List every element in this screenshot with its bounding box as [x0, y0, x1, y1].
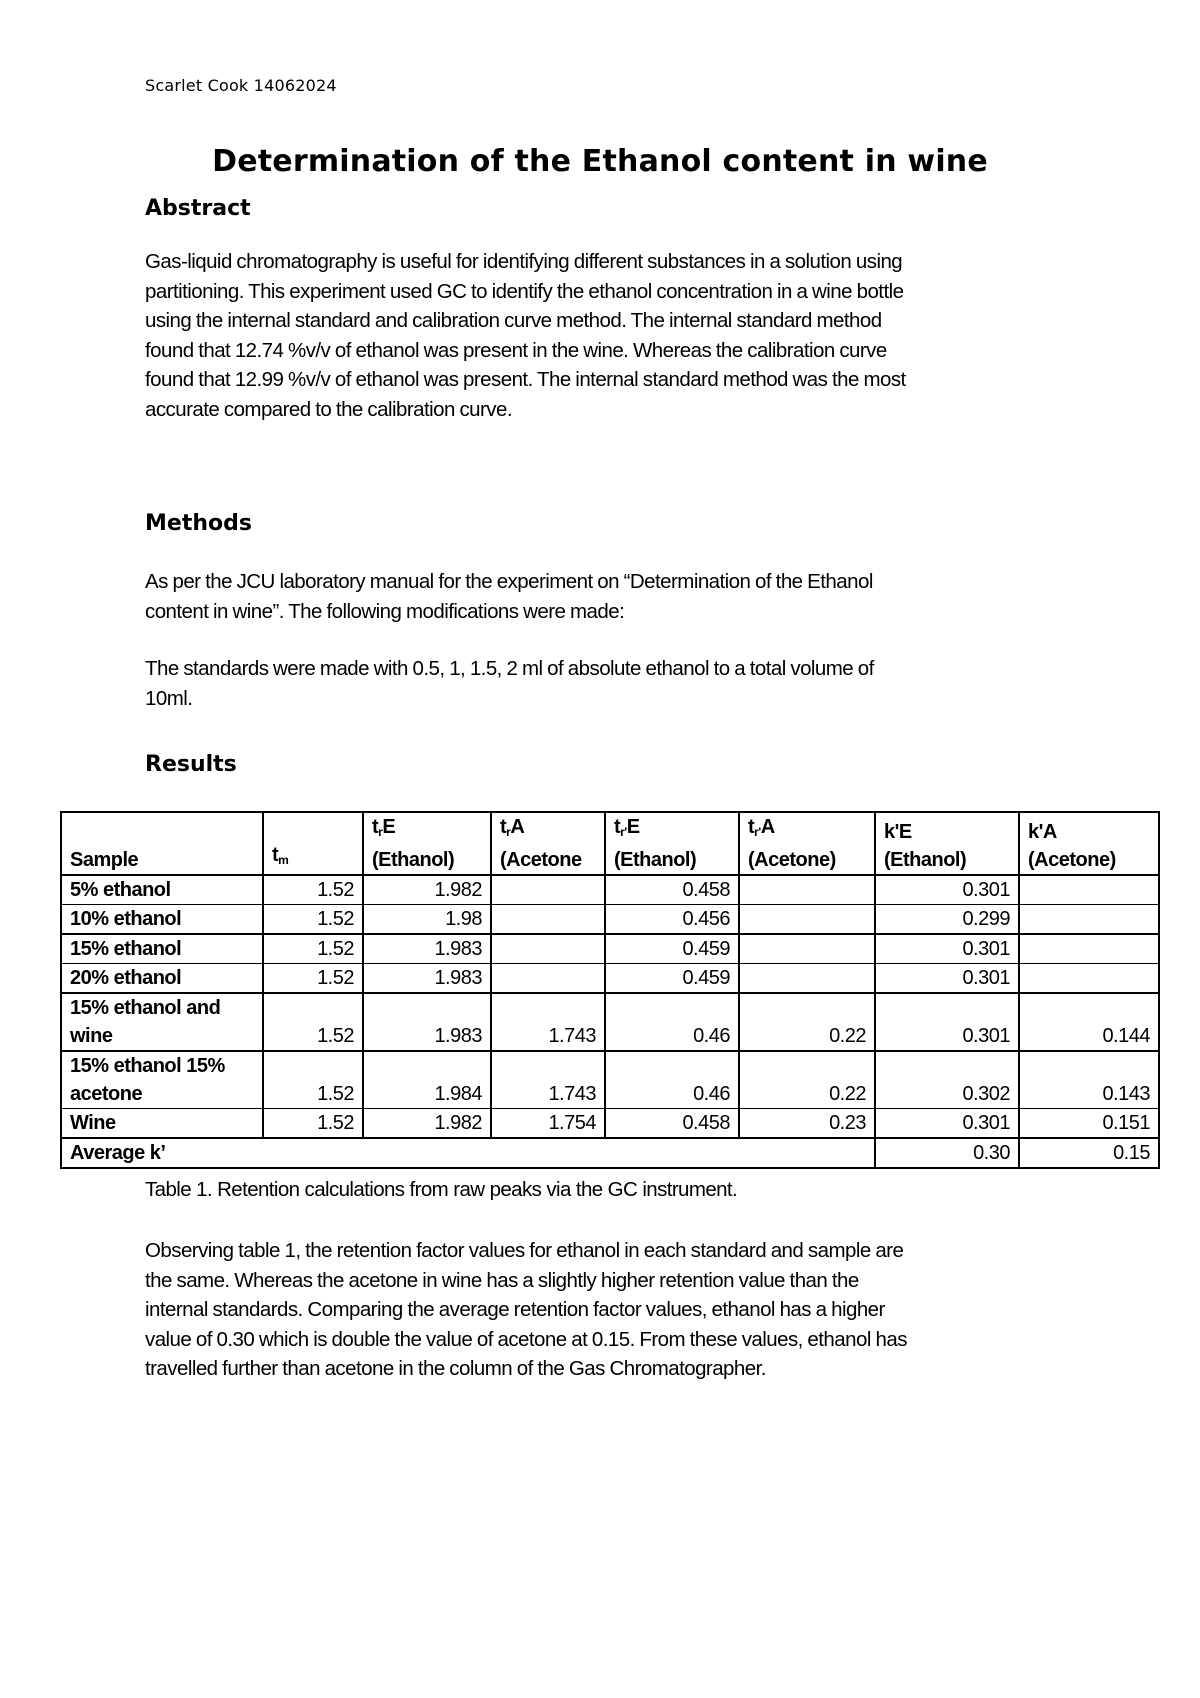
- cell-sample: 10% ethanol: [61, 905, 263, 935]
- header-kE: k'E (Ethanol): [875, 812, 1019, 875]
- methods-paragraph-2: [145, 654, 1045, 713]
- cell-trpA: [739, 875, 875, 905]
- cell-trA: [491, 875, 605, 905]
- cell-kA: 0.144: [1019, 993, 1159, 1051]
- methods-paragraph-1: [145, 567, 1045, 626]
- methods-line: content in wine”. The following modifications were made:: [145, 599, 625, 623]
- cell-trE: 1.982: [363, 875, 491, 905]
- cell-kE: 0.299: [875, 905, 1019, 935]
- cell-tm: 1.52: [263, 1051, 363, 1109]
- table-caption: Table 1. Retention calculations from raw peaks via the GC instrument.: [145, 1178, 738, 1201]
- table-row: [61, 1051, 1159, 1109]
- cell-trE: 1.983: [363, 993, 491, 1051]
- average-kE: 0.30: [875, 1138, 1019, 1168]
- average-label: Average k’: [61, 1138, 875, 1168]
- table-row: [61, 875, 1159, 905]
- cell-trpE: 0.458: [605, 875, 739, 905]
- cell-kE: 0.301: [875, 934, 1019, 964]
- discussion-paragraph: [145, 1236, 1045, 1384]
- cell-trpE: 0.459: [605, 964, 739, 994]
- cell-trA: 1.743: [491, 1051, 605, 1109]
- methods-line: The standards were made with 0.5, 1, 1.5, 2 ml of absolute ethanol to a total volume of: [145, 657, 874, 680]
- header-trE: $t_rE$ (Ethanol): [363, 812, 491, 875]
- cell-kE: 0.302: [875, 1051, 1019, 1109]
- cell-trE: 1.98: [363, 905, 491, 935]
- discussion-line: internal standards. Comparing the average retention factor values, ethanol has a higher: [145, 1298, 885, 1321]
- results-heading: Results: [145, 752, 237, 777]
- cell-kE: 0.301: [875, 1109, 1019, 1139]
- cell-kA: [1019, 875, 1159, 905]
- cell-kA: 0.151: [1019, 1109, 1159, 1139]
- cell-sample: 15% ethanol 15% acetone: [61, 1051, 263, 1109]
- discussion-line: travelled further than acetone in the column of the Gas Chromatographer.: [145, 1357, 766, 1380]
- cell-kE: 0.301: [875, 993, 1019, 1051]
- cell-trE: 1.983: [363, 934, 491, 964]
- cell-trpE: 0.458: [605, 1109, 739, 1139]
- cell-trE: 1.984: [363, 1051, 491, 1109]
- cell-tm: 1.52: [263, 875, 363, 905]
- cell-tm: 1.52: [263, 1109, 363, 1139]
- cell-sample: Wine: [61, 1109, 263, 1139]
- cell-sample: 20% ethanol: [61, 964, 263, 994]
- header-trA: $t_rA$ (Acetone: [491, 812, 605, 875]
- header-trprimeA: $t_{r'}A$ (Acetone): [739, 812, 875, 875]
- cell-sample: 5% ethanol: [61, 875, 263, 905]
- author-line: Scarlet Cook 14062024: [145, 76, 337, 95]
- cell-trA: [491, 964, 605, 994]
- cell-trpA: 0.22: [739, 993, 875, 1051]
- cell-trpE: 0.46: [605, 993, 739, 1051]
- cell-trA: 1.754: [491, 1109, 605, 1139]
- cell-trpE: 0.46: [605, 1051, 739, 1109]
- abstract-line: using the internal standard and calibration curve method. The internal standard method: [145, 309, 882, 332]
- cell-tm: 1.52: [263, 934, 363, 964]
- cell-trpA: [739, 964, 875, 994]
- table-row: [61, 993, 1159, 1051]
- cell-trpA: [739, 934, 875, 964]
- header-tm: $t_m$: [263, 812, 363, 875]
- cell-trE: 1.983: [363, 964, 491, 994]
- cell-trA: [491, 905, 605, 935]
- discussion-line: the same. Whereas the acetone in wine has a slightly higher retention value than the: [145, 1268, 859, 1292]
- abstract-line: partitioning. This experiment used GC to identify the ethanol concentration in a wine bottle: [145, 279, 904, 303]
- table-header-row: [61, 812, 1159, 875]
- cell-kA: [1019, 905, 1159, 935]
- cell-trpA: [739, 905, 875, 935]
- header-trprimeE: $t_{r'}E$ (Ethanol): [605, 812, 739, 875]
- cell-kA: [1019, 934, 1159, 964]
- cell-tm: 1.52: [263, 905, 363, 935]
- cell-trA: [491, 934, 605, 964]
- cell-kE: 0.301: [875, 964, 1019, 994]
- cell-trA: 1.743: [491, 993, 605, 1051]
- cell-kE: 0.301: [875, 875, 1019, 905]
- table-row: [61, 964, 1159, 994]
- abstract-line: accurate compared to the calibration curve.: [145, 397, 512, 421]
- methods-line: As per the JCU laboratory manual for the experiment on “Determination of the Ethanol: [145, 570, 873, 593]
- table-row: [61, 1109, 1159, 1139]
- abstract-heading: Abstract: [145, 196, 251, 221]
- cell-sample: 15% ethanol: [61, 934, 263, 964]
- average-row: [61, 1138, 1159, 1168]
- retention-table: [60, 811, 1160, 1169]
- methods-heading: Methods: [145, 511, 252, 536]
- table-row: [61, 905, 1159, 935]
- cell-trpE: 0.456: [605, 905, 739, 935]
- document-title: Determination of the Ethanol content in wine: [212, 144, 988, 179]
- cell-kA: 0.143: [1019, 1051, 1159, 1109]
- methods-line: 10ml.: [145, 686, 193, 710]
- abstract-line: Gas-liquid chromatography is useful for identifying different substances in a solution using: [145, 250, 903, 273]
- header-kA: k'A (Acetone): [1019, 812, 1159, 875]
- discussion-line: value of 0.30 which is double the value of acetone at 0.15. From these values, ethanol has: [145, 1327, 907, 1351]
- header-sample: Sample: [61, 812, 263, 875]
- cell-trE: 1.982: [363, 1109, 491, 1139]
- abstract-line: found that 12.74 %v/v of ethanol was present in the wine. Whereas the calibration curve: [145, 338, 887, 362]
- cell-kA: [1019, 964, 1159, 994]
- cell-trpE: 0.459: [605, 934, 739, 964]
- discussion-line: Observing table 1, the retention factor values for ethanol in each standard and sample are: [145, 1239, 904, 1262]
- cell-tm: 1.52: [263, 993, 363, 1051]
- table-row: [61, 934, 1159, 964]
- cell-sample: 15% ethanol and wine: [61, 993, 263, 1051]
- cell-trpA: 0.22: [739, 1051, 875, 1109]
- cell-trpA: 0.23: [739, 1109, 875, 1139]
- abstract-paragraph: [145, 247, 1045, 424]
- average-kA: 0.15: [1019, 1138, 1159, 1168]
- cell-tm: 1.52: [263, 964, 363, 994]
- abstract-line: found that 12.99 %v/v of ethanol was present. The internal standard method was the most: [145, 368, 906, 391]
